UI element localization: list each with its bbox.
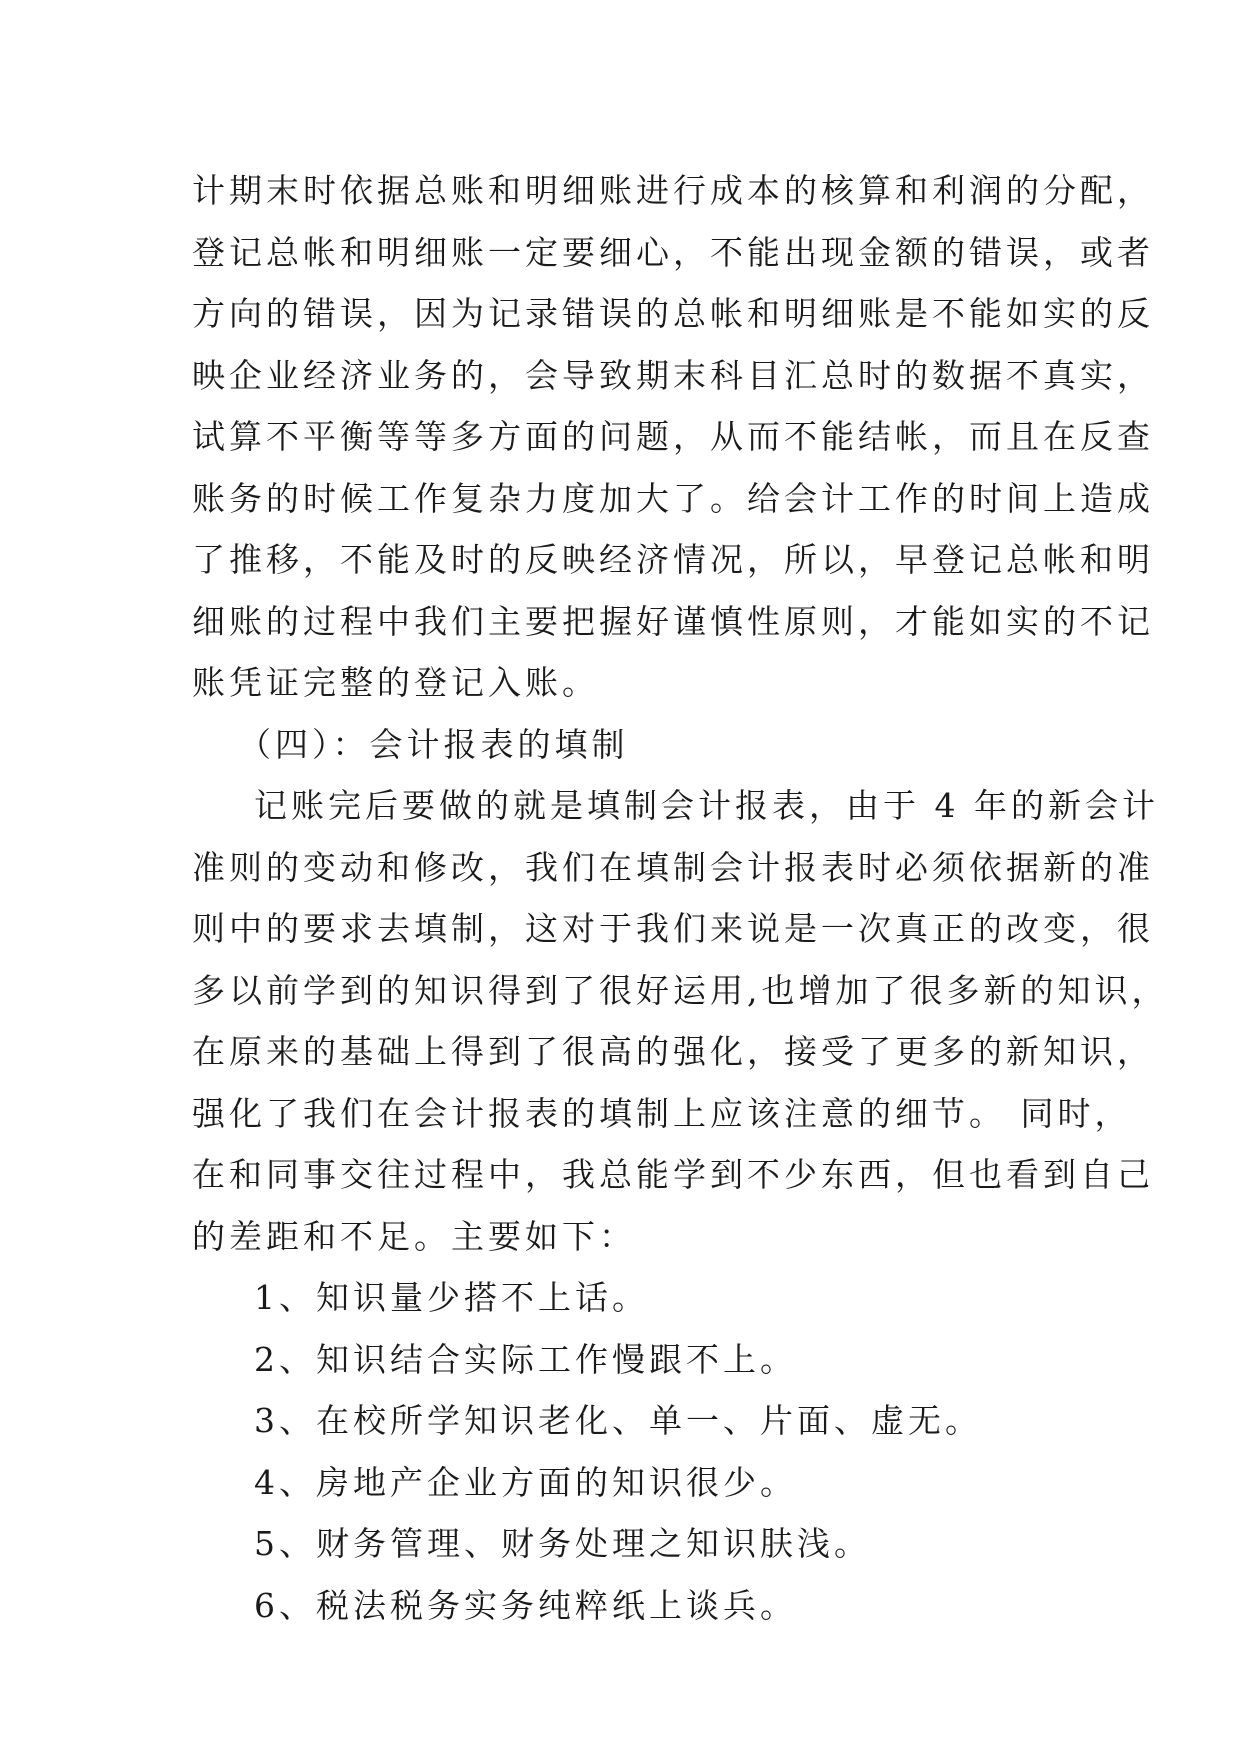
paragraph-costing-ledgers <box>192 160 1154 714</box>
text-line: 映企业经济业务的，会导致期末科目汇总时的数据不真实， <box>192 355 1154 395</box>
paragraph-financial-statements <box>192 775 1169 1267</box>
list-item: 5、财务管理、财务处理之知识肤浅。 <box>254 1524 871 1563</box>
text-line: 账凭证完整的登记入账。 <box>192 663 599 702</box>
text-line: 了推移，不能及时的反映经济情况，所以，早登记总帐和明 <box>192 540 1154 579</box>
section-heading: （四）：会计报表的填制 <box>238 724 629 764</box>
text-line: 账务的时候工作复杂力度加大了。给会计工作的时间上造成 <box>192 478 1154 518</box>
list-item: 6、税法税务实务纯粹纸上谈兵。 <box>254 1585 797 1625</box>
text-line: 的差距和不足。主要如下： <box>192 1216 636 1256</box>
text-line: 细账的过程中我们主要把握好谨慎性原则，才能如实的不记 <box>192 601 1154 641</box>
text-line: 在原来的基础上得到了很高的强化，接受了更多的新知识， <box>192 1032 1154 1071</box>
text-line: 记账完后要做的就是填制会计报表，由于 4 年的新会计 <box>254 786 1159 825</box>
list-item: 2、知识结合实际工作慢跟不上。 <box>254 1339 797 1379</box>
text-line: 试算不平衡等等多方面的问题，从而不能结帐，而且在反查 <box>192 417 1154 456</box>
list-item: 4、房地产企业方面的知识很少。 <box>254 1462 797 1502</box>
list-item: 3、在校所学知识老化、单一、片面、虚无。 <box>254 1401 982 1440</box>
text-line: 多以前学到的知识得到了很好运用,也增加了很多新的知识， <box>192 970 1169 1010</box>
list-item: 1、知识量少搭不上话。 <box>254 1278 649 1317</box>
text-line: 准则的变动和修改，我们在填制会计报表时必须依据新的准 <box>192 847 1154 887</box>
text-line: 计期末时依据总账和明细账进行成本的核算和利润的分配， <box>192 171 1154 210</box>
text-line: 在和同事交往过程中，我总能学到不少东西，但也看到自己 <box>192 1155 1154 1194</box>
shortcomings-list <box>192 1267 1052 1636</box>
text-line: 方向的错误，因为记录错误的总帐和明细账是不能如实的反 <box>192 294 1154 333</box>
document-body <box>192 160 1169 1636</box>
text-line: 则中的要求去填制，这对于我们来说是一次真正的改变，很 <box>192 909 1154 948</box>
text-line: 登记总帐和明细账一定要细心，不能出现金额的错误，或者 <box>192 232 1154 272</box>
text-line: 强化了我们在会计报表的填制上应该注意的细节。 同时， <box>192 1093 1132 1133</box>
